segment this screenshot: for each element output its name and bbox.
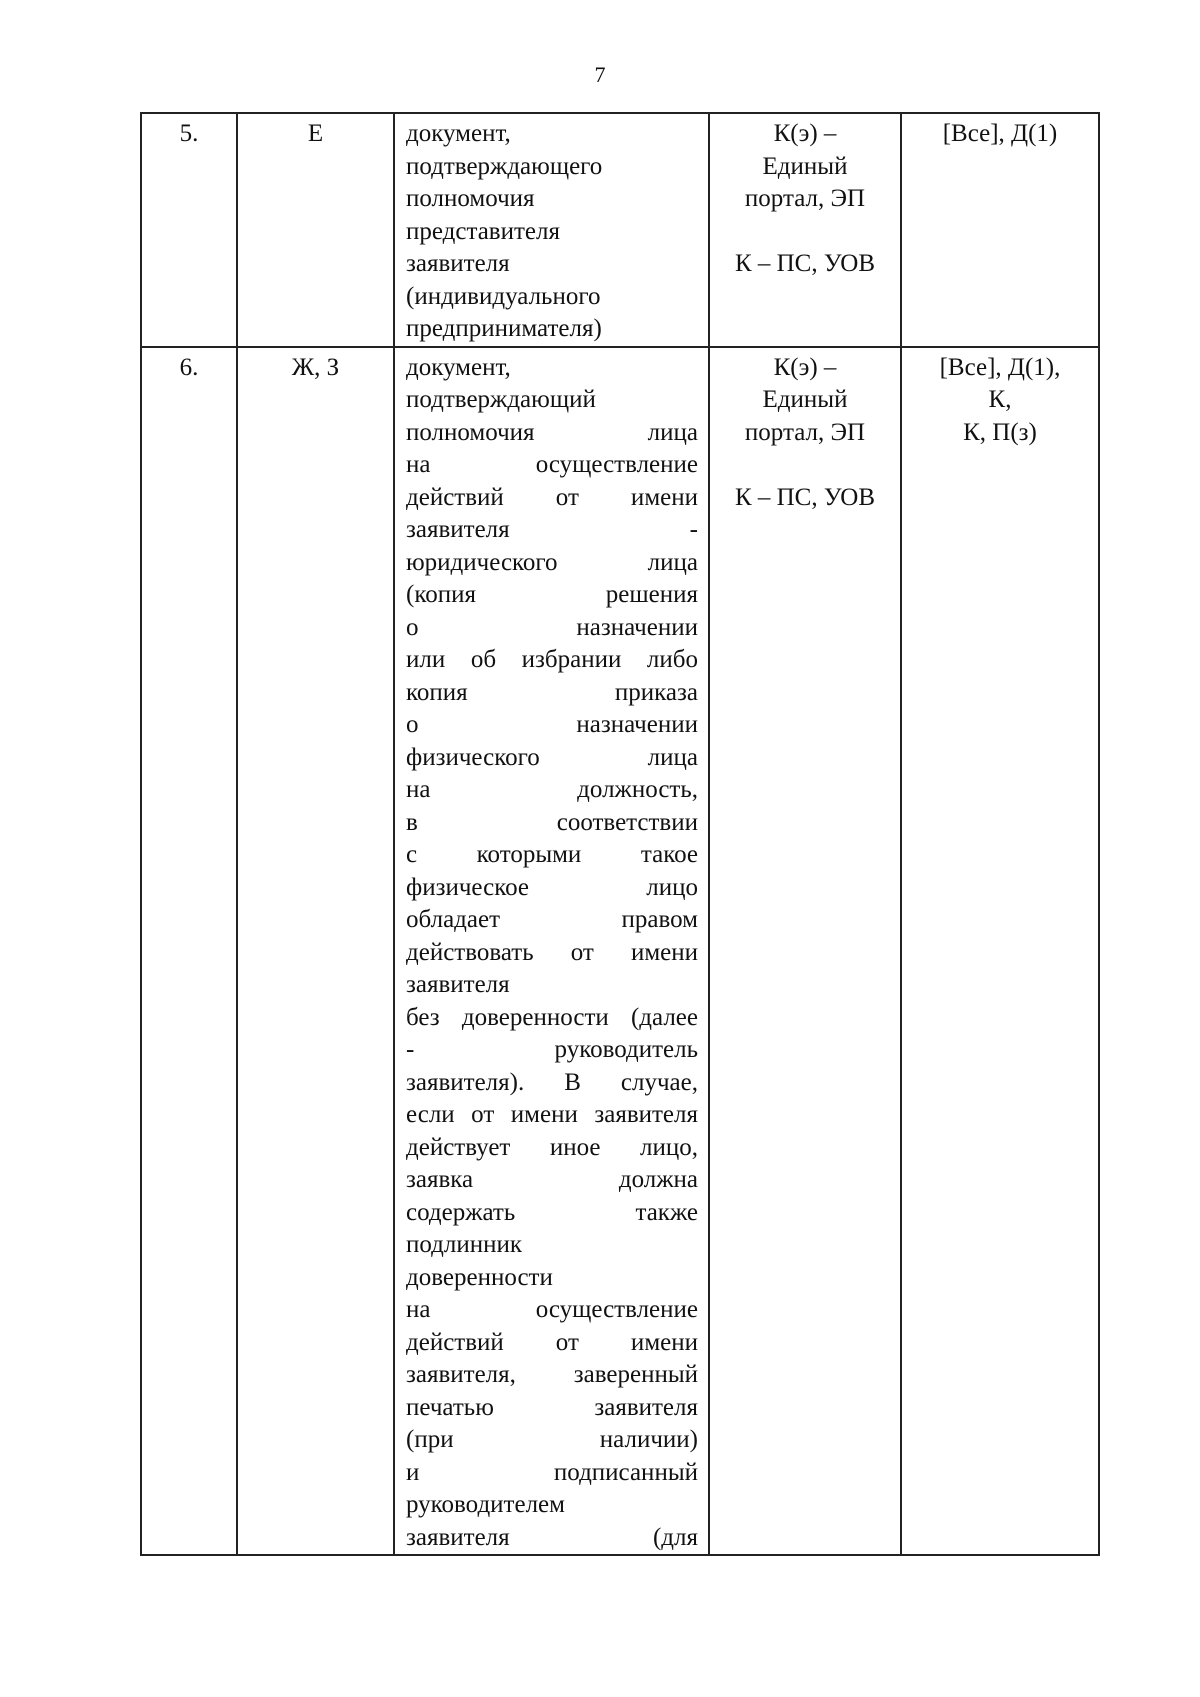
description-line: с которыми такое [406,841,698,868]
table-row [141,347,1099,1556]
row-number: 6. [141,347,237,1556]
paper-channel-line: К – ПС, УОВ [734,250,876,277]
documents-table [140,112,1100,1556]
document-description [394,113,709,347]
description-line: физическое лицо [406,873,698,901]
table-row [141,113,1099,347]
document-requirements [901,113,1099,347]
description-line: подтверждающий [406,386,596,413]
description-line: без доверенности (далее [406,1003,698,1031]
requirement-line: [Все], Д(1), [939,353,1061,381]
requirement-line: К, П(з) [963,418,1037,446]
description-line: заявка должна [406,1166,698,1193]
description-line: если от имени заявителя [406,1101,698,1128]
paper-channel-line: К – ПС, УОВ [734,483,876,511]
page-number: 7 [594,62,606,87]
electronic-channel-line: Единый [762,152,848,180]
row-number: 5. [141,113,237,347]
description-line: заявителя (для [406,1523,698,1551]
description-line: действий от имени [406,483,698,511]
description-line: в соответствии [406,808,698,836]
description-line: на осуществление [406,451,698,478]
channel-spacer [710,216,900,249]
description-line: руководителем [406,1491,565,1518]
submission-channels [709,347,901,1556]
description-line: заявителя). В случае, [406,1068,698,1096]
description-line: подтверждающего [406,152,603,180]
description-line: заявителя, заверенный [406,1361,698,1388]
electronic-channel-line: К(э) – [773,120,837,147]
description-line: действует иное лицо, [406,1133,698,1161]
description-line: на должность, [406,776,698,803]
description-line: документ, [406,353,511,381]
description-line: действий от имени [406,1328,698,1356]
electronic-channel-line: портал, ЭП [744,185,866,212]
document-description [394,347,709,1556]
applicant-category-code: Е [237,113,394,347]
description-line: доверенности [406,1263,553,1291]
description-line: физического лица [406,743,698,771]
description-line: печатью заявителя [406,1393,698,1421]
description-line: действовать от имени [406,938,698,966]
electronic-channel-line: Единый [762,386,848,413]
description-line: юридического лица [406,548,698,576]
submission-channels [709,113,901,347]
description-line: или об избрании либо [406,646,698,673]
document-requirements [901,347,1099,1556]
applicant-category-code: Ж, З [237,347,394,1556]
description-line: предпринимателя) [406,315,602,342]
description-line: полномочия [406,185,535,212]
description-line: документ, [406,120,511,147]
description-line: - руководитель [406,1036,698,1063]
description-line: (индивидуального [406,282,601,310]
description-line: на осуществление [406,1296,698,1323]
description-line: (при наличии) [406,1426,698,1453]
description-line: заявителя - [406,516,698,543]
description-line: заявителя [406,971,510,998]
description-line: содержать также [406,1198,698,1226]
description-line: копия приказа [406,678,698,706]
description-line: полномочия лица [406,418,698,446]
electronic-channel-line: портал, ЭП [744,418,866,446]
description-line: заявителя [406,250,510,277]
description-line: и подписанный [406,1458,698,1486]
description-line: (копия решения [406,581,698,608]
description-line: представителя [406,217,560,245]
requirement-line: К, [988,386,1012,413]
description-line: о назначении [406,711,698,738]
description-line: обладает правом [406,906,698,933]
requirement-line: [Все], Д(1) [942,120,1058,147]
channel-spacer [710,449,900,482]
description-line: подлинник [406,1231,523,1258]
electronic-channel-line: К(э) – [773,353,837,381]
description-line: о назначении [406,613,698,641]
